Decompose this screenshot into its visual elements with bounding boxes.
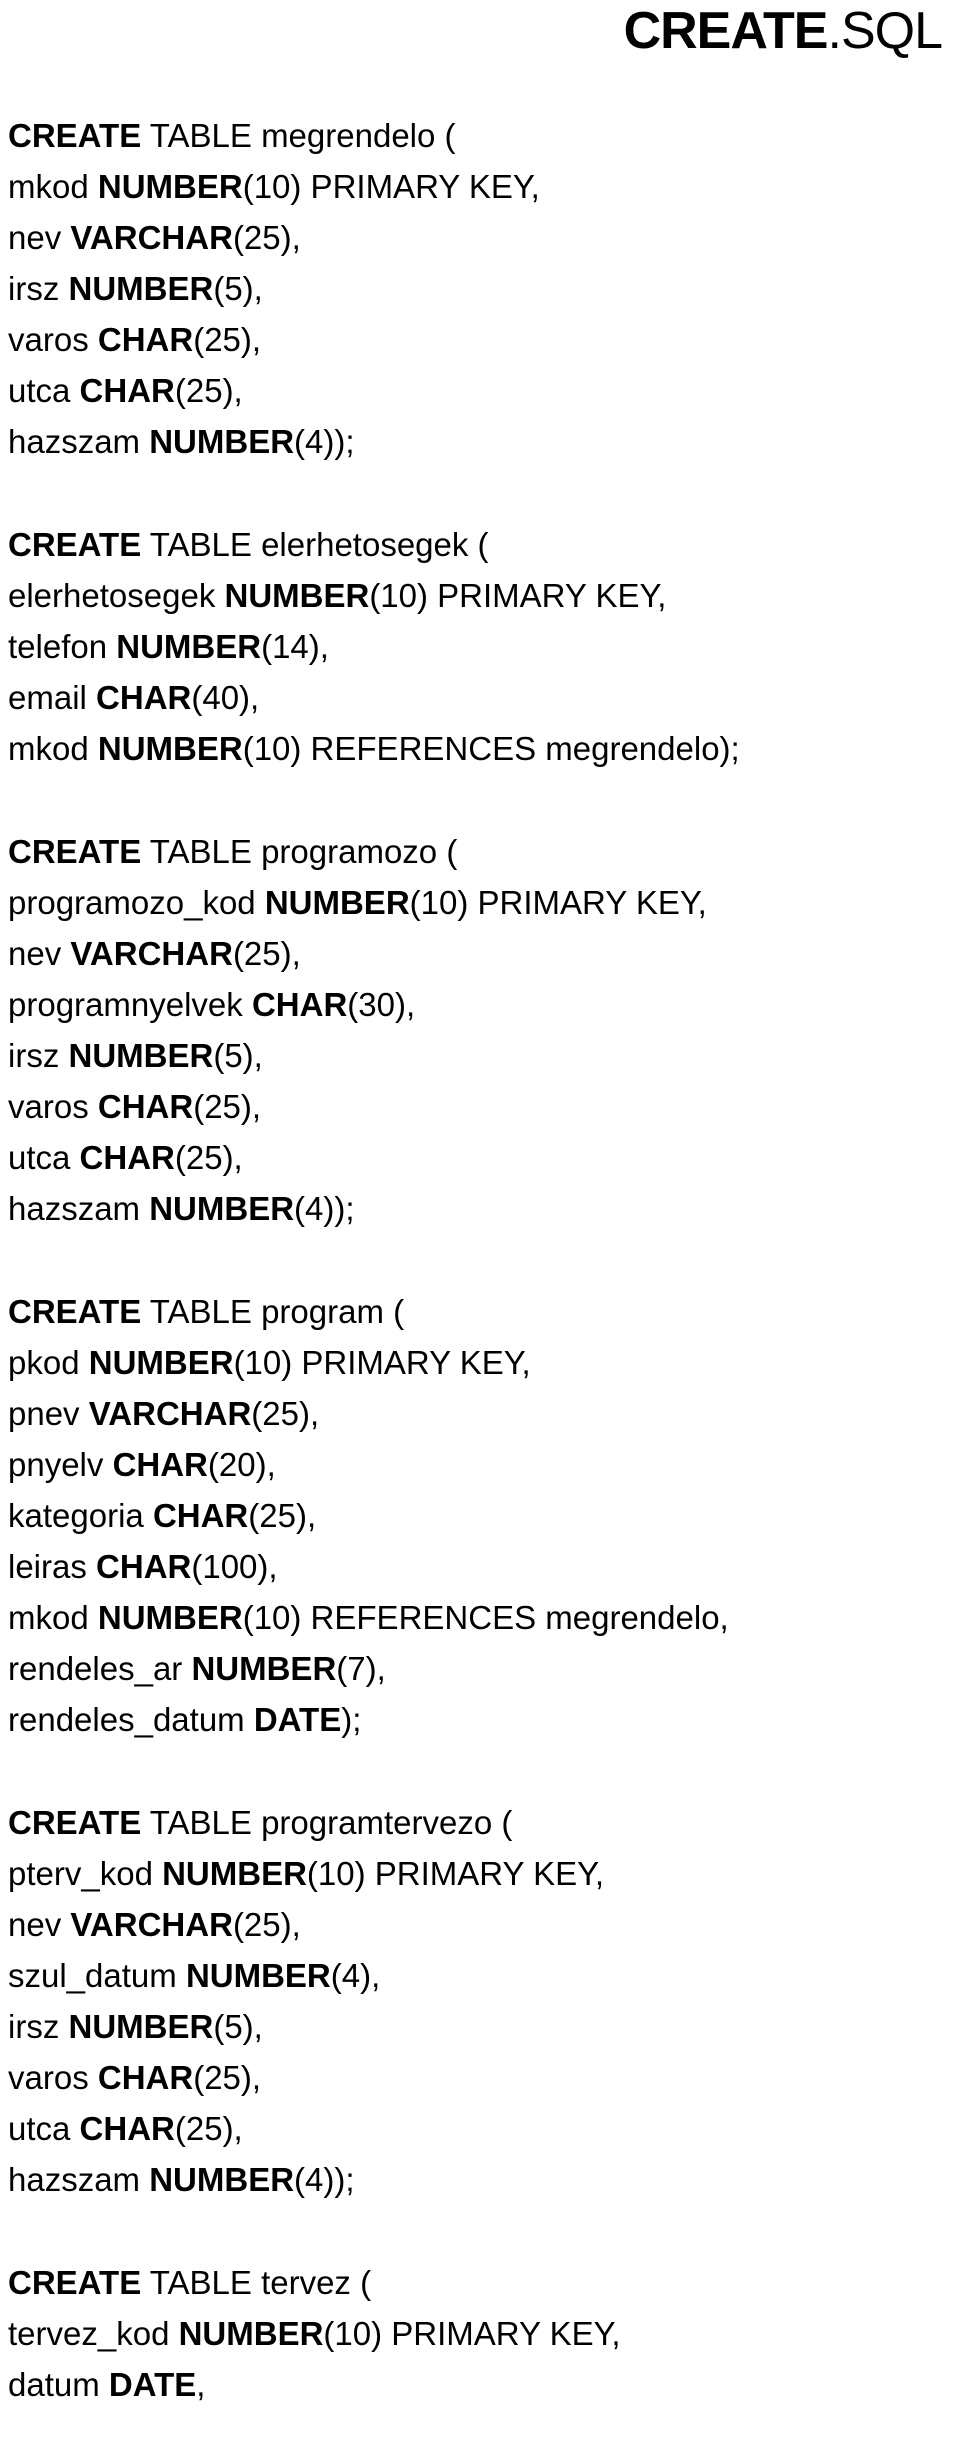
sql-text: nev (8, 935, 71, 972)
sql-text: pnyelv (8, 1446, 113, 1483)
sql-line (8, 416, 952, 467)
sql-text: utca (8, 1139, 80, 1176)
sql-keyword: NUMBER (264, 884, 410, 921)
sql-text: (10) PRIMARY KEY, (323, 2315, 621, 2352)
sql-line (8, 1132, 952, 1183)
sql-text: (5), (213, 270, 263, 307)
sql-text: nev (8, 219, 71, 256)
sql-text: datum (8, 2366, 109, 2403)
title-keyword: CREATE (623, 2, 828, 60)
sql-keyword: NUMBER (185, 1957, 331, 1994)
sql-line (8, 2359, 952, 2410)
sql-text: (10) PRIMARY KEY, (233, 1344, 531, 1381)
sql-text: (25), (232, 219, 301, 256)
sql-keyword: NUMBER (68, 1037, 214, 1074)
sql-text: (25), (251, 1395, 320, 1432)
sql-text: pnev (8, 1395, 89, 1432)
sql-text: mkod (8, 730, 98, 767)
sql-text: TABLE tervez ( (141, 2264, 372, 2301)
sql-statement (8, 1797, 952, 2205)
sql-text: email (8, 679, 97, 716)
sql-line (8, 1848, 952, 1899)
sql-keyword: CHAR (112, 1446, 208, 1483)
sql-text: (4)); (294, 423, 355, 460)
sql-keyword: NUMBER (149, 423, 295, 460)
sql-keyword: NUMBER (97, 1599, 243, 1636)
sql-line (8, 1030, 952, 1081)
sql-text: (40), (191, 679, 260, 716)
sql-line (8, 1490, 952, 1541)
sql-text: varos (8, 1088, 98, 1125)
sql-text: (5), (213, 1037, 263, 1074)
sql-line (8, 212, 952, 263)
sql-keyword: CREATE (8, 117, 142, 154)
sql-line (8, 1286, 952, 1337)
sql-line (8, 1592, 952, 1643)
sql-statement (8, 2257, 952, 2410)
document-title (624, 2, 942, 60)
sql-line (8, 1797, 952, 1848)
sql-text: (14), (261, 628, 329, 665)
sql-text: hazszam (8, 423, 150, 460)
sql-text: (25), (174, 2110, 243, 2147)
sql-keyword: CHAR (152, 1497, 249, 1534)
sql-keyword: NUMBER (88, 1344, 234, 1381)
sql-line (8, 1899, 952, 1950)
sql-text: irsz (8, 270, 69, 307)
sql-statement (8, 519, 952, 774)
sql-line (8, 621, 952, 672)
sql-text: ); (341, 1701, 362, 1738)
sql-keyword: NUMBER (68, 270, 214, 307)
sql-text: rendeles_datum (8, 1701, 254, 1738)
sql-text: mkod (8, 168, 98, 205)
sql-text: TABLE program ( (141, 1293, 405, 1330)
sql-keyword: DATE (108, 2366, 197, 2403)
sql-text: (10) REFERENCES megrendelo); (242, 730, 740, 767)
sql-keyword: NUMBER (149, 1190, 295, 1227)
sql-keyword: CHAR (96, 679, 192, 716)
sql-text: (30), (347, 986, 416, 1023)
sql-line (8, 979, 952, 1030)
sql-text: leiras (8, 1548, 97, 1585)
sql-text: nev (8, 1906, 71, 1943)
sql-keyword: NUMBER (191, 1650, 337, 1687)
sql-text: (20), (207, 1446, 276, 1483)
sql-line (8, 877, 952, 928)
sql-statement (8, 826, 952, 1234)
title-extension: .SQL (827, 2, 942, 60)
sql-line (8, 314, 952, 365)
sql-keyword: CREATE (8, 526, 142, 563)
sql-keyword: CHAR (79, 372, 175, 409)
sql-text: varos (8, 2059, 98, 2096)
sql-line (8, 723, 952, 774)
sql-keyword: NUMBER (178, 2315, 324, 2352)
sql-line (8, 1643, 952, 1694)
sql-text: TABLE elerhetosegek ( (141, 526, 489, 563)
sql-text: (10) REFERENCES megrendelo, (242, 1599, 729, 1636)
sql-keyword: CHAR (97, 2059, 194, 2096)
sql-text: programozo_kod (8, 884, 265, 921)
sql-text: (25), (174, 372, 243, 409)
sql-line (8, 365, 952, 416)
sql-keyword: CHAR (97, 1088, 194, 1125)
sql-text: TABLE programtervezo ( (141, 1804, 513, 1841)
sql-keyword: DATE (253, 1701, 342, 1738)
sql-keyword: CREATE (8, 2264, 142, 2301)
sql-keyword: VARCHAR (70, 219, 233, 256)
sql-text: utca (8, 2110, 80, 2147)
sql-statement (8, 110, 952, 467)
sql-text: kategoria (8, 1497, 153, 1534)
sql-text: (25), (232, 935, 301, 972)
sql-line (8, 1694, 952, 1745)
sql-line (8, 826, 952, 877)
sql-text: telefon (8, 628, 117, 665)
sql-text: rendeles_ar (8, 1650, 192, 1687)
sql-text: varos (8, 321, 98, 358)
sql-line (8, 1081, 952, 1132)
sql-line (8, 1388, 952, 1439)
sql-keyword: CREATE (8, 1804, 142, 1841)
sql-text: irsz (8, 1037, 69, 1074)
sql-keyword: CHAR (79, 2110, 175, 2147)
sql-code-listing (8, 110, 952, 2462)
sql-keyword: NUMBER (68, 2008, 214, 2045)
sql-keyword: CHAR (96, 1548, 192, 1585)
sql-keyword: CHAR (251, 986, 348, 1023)
sql-line (8, 1541, 952, 1592)
sql-text: (25), (193, 321, 262, 358)
sql-text: (5), (213, 2008, 263, 2045)
sql-line (8, 2001, 952, 2052)
sql-text: (25), (174, 1139, 243, 1176)
sql-line (8, 263, 952, 314)
sql-text: elerhetosegek (8, 577, 225, 614)
sql-text: (25), (193, 1088, 262, 1125)
sql-line (8, 110, 952, 161)
sql-keyword: NUMBER (116, 628, 262, 665)
sql-line (8, 161, 952, 212)
sql-text: (7), (336, 1650, 386, 1687)
sql-text: mkod (8, 1599, 98, 1636)
sql-text: (100), (191, 1548, 278, 1585)
sql-text: (10) PRIMARY KEY, (409, 884, 707, 921)
sql-line (8, 1183, 952, 1234)
sql-text: utca (8, 372, 80, 409)
sql-text: programnyelvek (8, 986, 252, 1023)
sql-keyword: CHAR (97, 321, 194, 358)
sql-keyword: NUMBER (162, 1855, 307, 1892)
sql-text: pkod (8, 1344, 89, 1381)
sql-keyword: NUMBER (224, 577, 370, 614)
sql-keyword: CREATE (8, 833, 142, 870)
sql-text: pterv_kod (8, 1855, 163, 1892)
sql-text: hazszam (8, 2161, 150, 2198)
sql-text: hazszam (8, 1190, 150, 1227)
sql-keyword: CHAR (79, 1139, 175, 1176)
sql-text: TABLE megrendelo ( (141, 117, 456, 154)
sql-keyword: NUMBER (149, 2161, 295, 2198)
sql-text: (10) PRIMARY KEY, (242, 168, 540, 205)
sql-text: (4)); (294, 1190, 355, 1227)
sql-line (8, 1337, 952, 1388)
sql-text: tervez_kod (8, 2315, 179, 2352)
sql-line (8, 2103, 952, 2154)
sql-line (8, 672, 952, 723)
sql-text: (4), (330, 1957, 381, 1994)
sql-text: , (196, 2366, 206, 2403)
sql-line (8, 570, 952, 621)
sql-keyword: VARCHAR (70, 935, 233, 972)
sql-keyword: NUMBER (97, 168, 243, 205)
sql-keyword: NUMBER (97, 730, 243, 767)
sql-keyword: CREATE (8, 1293, 142, 1330)
sql-statement (8, 1286, 952, 1745)
sql-keyword: VARCHAR (88, 1395, 252, 1432)
sql-text: (25), (248, 1497, 317, 1534)
sql-line (8, 928, 952, 979)
sql-line (8, 2308, 952, 2359)
sql-line (8, 2257, 952, 2308)
sql-text: TABLE programozo ( (141, 833, 458, 870)
sql-text: (4)); (294, 2161, 355, 2198)
sql-keyword: VARCHAR (70, 1906, 233, 1943)
sql-text: (25), (193, 2059, 262, 2096)
sql-line (8, 2052, 952, 2103)
sql-text: (10) PRIMARY KEY, (306, 1855, 605, 1892)
sql-text: irsz (8, 2008, 69, 2045)
sql-line (8, 1950, 952, 2001)
sql-text: (25), (232, 1906, 301, 1943)
sql-line (8, 519, 952, 570)
sql-text: (10) PRIMARY KEY, (369, 577, 667, 614)
sql-line (8, 2154, 952, 2205)
sql-line (8, 1439, 952, 1490)
sql-text: szul_datum (8, 1957, 186, 1994)
